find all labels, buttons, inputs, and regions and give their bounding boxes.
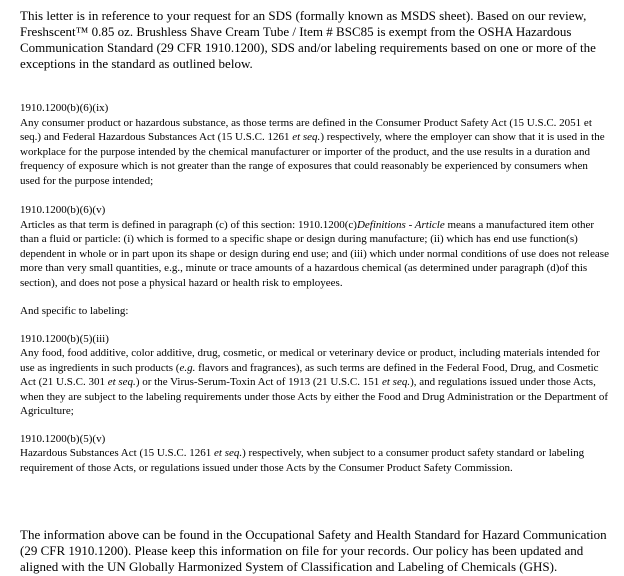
section-body-text: ) respectively, when subject to a consumer product safety standard or labeling requirement of those Acts, or regulations issued under those Acts by the Consumer Product Safety Commission. (20, 447, 585, 474)
section-heading: 1910.1200(b)(6)(ix) (20, 102, 109, 114)
closing-paragraph: The information above can be found in the Occupational Safety and Health Standard for Hazard Communication (29 CFR 1910.1200). Please keep this information on file for your records. Our policy has been updated and aligned with the UN Globally Harmonized System of Classification and Labeling of Chemicals (GHS). (20, 527, 607, 574)
section-body-italic: e.g. (179, 361, 196, 374)
section-b5v (20, 432, 610, 476)
section-heading: And specific to labeling: (20, 305, 129, 317)
section-body-italic: et seq. (107, 376, 136, 388)
section-body-text: Articles as that term is defined in paragraph (c) of this section: 1910.1200(c) (20, 218, 357, 231)
section-b6v (20, 203, 610, 290)
section-heading: 1910.1200(b)(5)(iii) (20, 332, 109, 345)
section-body-text: ), and regulations issued under those Acts, when they are subject to the labeling requirements under those Acts by either the Food and Drug Administration or the Department of Agriculture; (20, 376, 609, 417)
section-body-text: means a manufactured item other than a fluid or particle: (i) which is formed to a specific shape or design during manufacture; (ii) which has end use function(s) dependent in whole or in part upon its shape or design during end use; and (iii) which under normal conditions of use does not release more than very small quantities, e.g., minute or trace amounts of a hazardous chemical (as determined under paragraph (d)of this section), and does not pose a physical hazard or health risk to employees. (20, 218, 609, 289)
section-body-text: Any food, food additive, color additive, drug, cosmetic, or medical or veterinary device or product, including materials intended for use as ingredients in such products ( (20, 347, 600, 374)
intro-paragraph: This letter is in reference to your request for an SDS (formally known as MSDS sheet). Based on our review, Freshscent™ 0.85 oz. Brushless Shave Cream Tube / Item # BSC85 is exempt from the OSHA Hazardous Communication Standard (29 CFR 1910.1200), SDS and/or labeling requirements based on one or more of the exceptions in the standard as outlined below. (20, 8, 596, 71)
section-b6ix (20, 101, 610, 188)
section-body-text: ) respectively, where the employer can show that it is used in the workplace for the purpose intended by the chemical manufacturer or importer of the product, and the use results in a duration and frequency of exposure which is not greater than the range of exposures that could reasonably be experienced by consumers when used for the purpose intended; (20, 131, 605, 187)
section-body-italic: et seq. (292, 131, 321, 143)
section-body-text: flavors and fragrances), as such terms are defined in the Federal Food, Drug, and Cosmetic Act (21 U.S.C. 301 (20, 361, 599, 388)
section-body-text: Hazardous Substances Act (15 U.S.C. 1261 (20, 447, 215, 459)
section-body-text: ) or the Virus-Serum-Toxin Act of 1913 (21 U.S.C. 151 (135, 376, 382, 388)
section-heading: 1910.1200(b)(6)(v) (20, 204, 106, 216)
section-b5iii (20, 332, 610, 419)
section-body-italic: et seq. (214, 447, 243, 459)
labeling-intro (20, 304, 610, 319)
section-heading: 1910.1200(b)(5)(v) (20, 432, 106, 445)
section-body-italic: Definitions - Article (356, 218, 445, 231)
letter-page (20, 8, 610, 575)
section-body-italic: et seq. (381, 376, 411, 388)
section-body-text: Any consumer product or hazardous substance, as those terms are defined in the Consumer Product Safety Act (15 U.S.C. 2051 et seq.) and Federal Hazardous Substances Act (15 U.S.C. 1261 (20, 116, 592, 143)
